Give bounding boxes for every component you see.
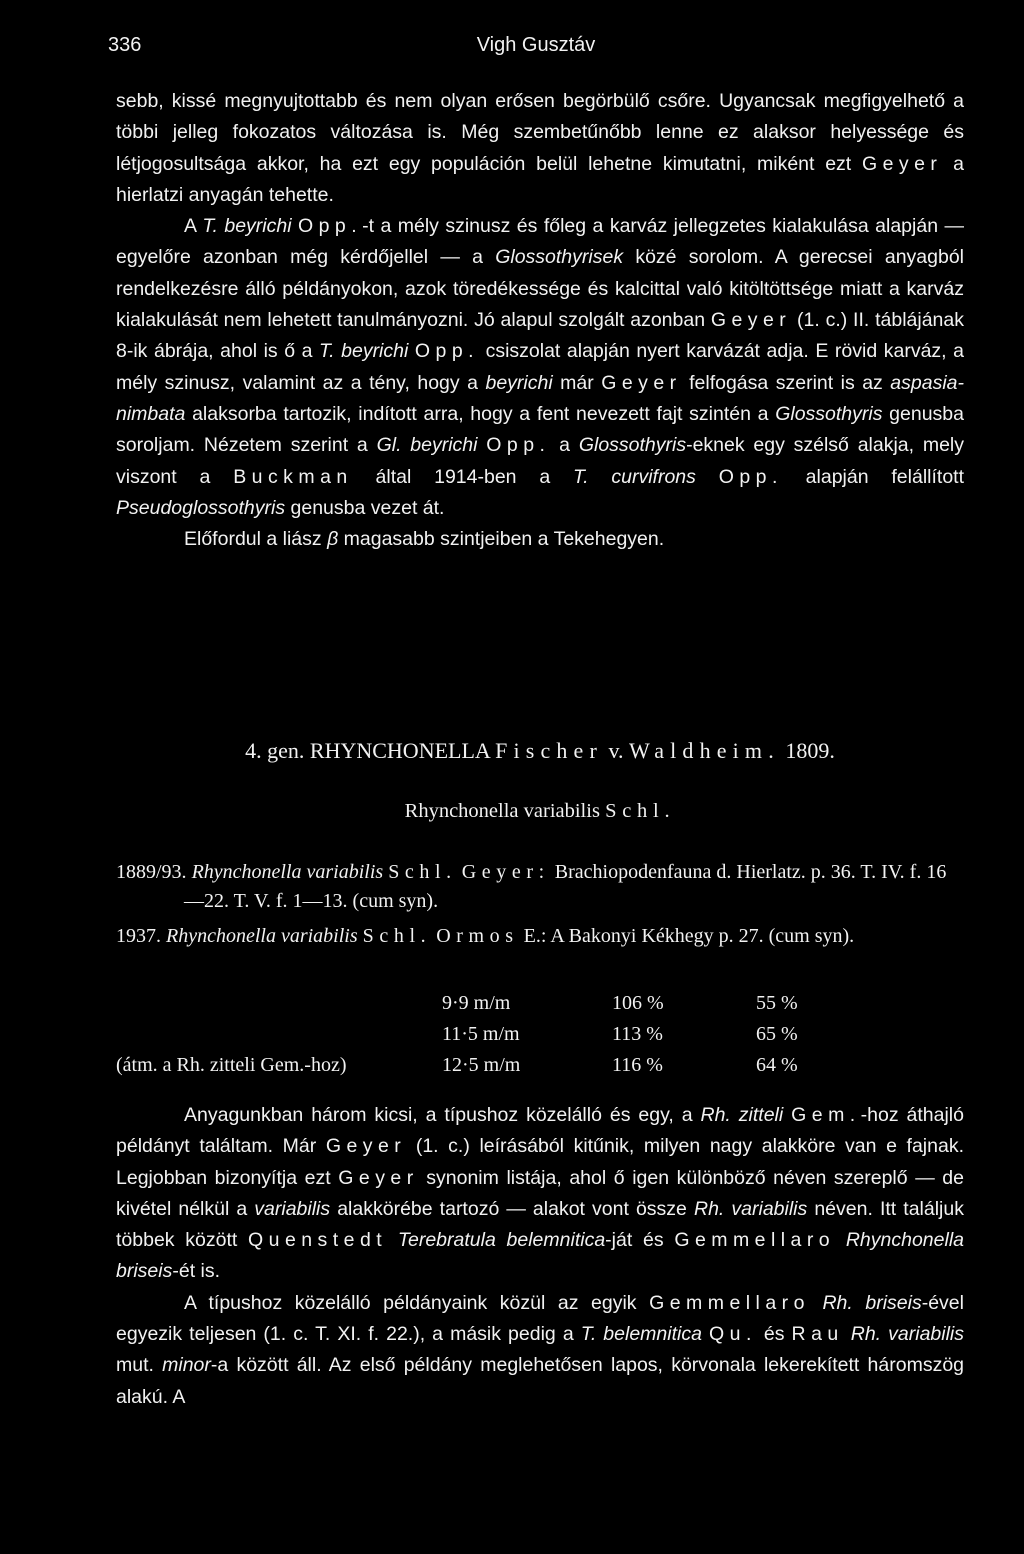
- text: genusba vezet át.: [285, 496, 445, 519]
- taxon-name: beyrichi: [485, 371, 553, 394]
- table-row: [116, 1023, 964, 1054]
- text: alakkörébe tartozó — alakot vont össze: [330, 1197, 694, 1220]
- reference-text: E.: A Bakonyi Kékhegy p. 27. (cum syn).: [523, 925, 855, 947]
- author-name: Geyer: [861, 152, 943, 175]
- text: csiszolat alapján nyert karvázát adja. E rövid karváz, a mély szinusz, valamint az a tény, hogy a: [116, 340, 964, 394]
- author-name: Fischer: [495, 738, 603, 763]
- synonymy-entry: [116, 858, 964, 916]
- taxon-name: Glossothyris: [578, 434, 687, 457]
- text: Anyagunkban három kicsi, a típushoz közelálló és egy, a: [184, 1104, 701, 1126]
- taxon-name: T. beyrichi: [319, 340, 409, 363]
- text: mut.: [116, 1354, 163, 1377]
- taxon-name: Rh. variabilis: [693, 1197, 808, 1220]
- author-name: Ormos: [436, 925, 519, 947]
- author-name: Schl.: [605, 800, 676, 822]
- text: -t a mély szinusz és főleg a karváz jellegzetes kialakulása alapján — egyelőre azonban még kérdőjellel — a: [116, 215, 964, 269]
- table-row: [116, 1054, 964, 1085]
- taxon-name: T. belemnitica: [580, 1323, 702, 1346]
- taxon-name: aspasia-nimbata: [116, 371, 964, 425]
- text: sebb, kissé megnyujtottabb és nem olyan erősen begörbülő csőre. Ugyancsak megfigyelhető a többi jelleg fokozatos változása is. Még szembetűnőbb lenne ez alaksor helyessége és létjogosultsága akkor, ha ezt egy populáción belül lehetne kimutatni, miként ezt: [116, 90, 964, 175]
- text: néven. Itt találjuk többek között: [116, 1197, 964, 1252]
- text: (1. c.) II. táblájának 8-ik ábrája, ahol is ő a: [116, 309, 964, 363]
- taxon-name: Rhynchonella variabilis: [191, 861, 384, 883]
- page-header: [108, 34, 964, 60]
- text: [844, 1323, 851, 1345]
- text-block-upper: [116, 86, 964, 555]
- text: (1. c.) leírásából kitűnik, milyen nagy alakköre van e fajnak. Legjobban bizonyítja ezt: [116, 1135, 964, 1189]
- text: és: [756, 1323, 792, 1346]
- author-name: Gemmellaro: [649, 1291, 810, 1314]
- author-name: Geyer: [338, 1166, 419, 1189]
- author-name: Rau: [791, 1323, 844, 1346]
- text: -ét is.: [172, 1260, 221, 1283]
- author-name: Geyer:: [461, 861, 550, 883]
- text: -ját és: [605, 1229, 675, 1252]
- author-name: Quenstedt: [248, 1229, 388, 1252]
- author-name: Geyer: [325, 1135, 407, 1158]
- taxon-name: T. curvifrons: [573, 465, 696, 488]
- table-row: [116, 992, 964, 1023]
- author-name: Gem.: [791, 1104, 861, 1126]
- species-name: Rhynchonella variabilis: [404, 800, 600, 822]
- greek-symbol: β: [327, 528, 339, 551]
- text: [387, 1229, 398, 1251]
- length-value: 9·9 m/m: [442, 992, 511, 1014]
- ratio-value: 116 %: [612, 1054, 663, 1076]
- text: -hoz áthajló példányt találtam. Már: [116, 1104, 964, 1158]
- synonymy-year: 1889/93.: [116, 861, 187, 883]
- taxon-name: Rh. variabilis: [850, 1323, 965, 1346]
- text: [810, 1292, 823, 1314]
- ratio-value: 55 %: [756, 992, 798, 1014]
- author-name: Buckman: [233, 465, 353, 488]
- author-name: Schl.: [388, 861, 457, 883]
- author-name: Geyer: [710, 309, 792, 332]
- text: alapján felállított: [782, 465, 965, 488]
- text: már: [552, 371, 602, 394]
- text: Előfordul a liász: [184, 528, 328, 551]
- text: alaksorba tartozik, indított arra, hogy a fent nevezett fajt szintén a: [185, 402, 776, 425]
- taxon-name: T. beyrichi: [202, 215, 292, 238]
- text: genusba soroljam. Nézetem szerint a: [116, 402, 964, 457]
- taxon-name: Glossothyris: [775, 402, 883, 425]
- text: felfogása szerint is az: [681, 371, 891, 394]
- taxon-name: minor: [162, 1354, 211, 1377]
- author-name: Opp.: [297, 215, 363, 238]
- measurement-table: [116, 992, 964, 1085]
- taxon-name: Rhynchonella briseis: [116, 1229, 965, 1283]
- genus-heading: [116, 738, 964, 764]
- ratio-value: 65 %: [756, 1023, 798, 1045]
- genus-number: 4. gen.: [245, 738, 305, 763]
- author-name: Opp.: [718, 465, 783, 488]
- taxon-name: Glossothyrisek: [495, 246, 624, 269]
- ratio-value: 106 %: [612, 992, 664, 1014]
- synonymy-year: 1937.: [116, 925, 161, 947]
- taxon-name: variabilis: [254, 1197, 331, 1220]
- text: által 1914-ben a: [352, 465, 574, 488]
- author-name: Geyer: [601, 371, 682, 394]
- genus-year: 1809.: [785, 738, 835, 763]
- taxon-name: Gl. beyrichi: [376, 434, 478, 457]
- species-heading: [116, 800, 964, 823]
- taxon-name: Rh. zitteli: [700, 1104, 784, 1126]
- text: -eknek egy szélső alakja, mely viszont a: [116, 434, 965, 488]
- taxon-name: Rh. briseis: [822, 1291, 922, 1314]
- author-name: Gemmellaro: [674, 1229, 836, 1252]
- paragraph-2: [116, 211, 964, 524]
- synonymy-list: [116, 858, 964, 951]
- row-label: (átm. a Rh. zitteli Gem.-hoz): [116, 1054, 347, 1076]
- text: a hierlatzi anyagán tehette.: [116, 152, 964, 206]
- text: A típushoz közelálló példányaink közül az egyik: [184, 1291, 650, 1314]
- paragraph-4: [116, 1100, 964, 1288]
- paragraph-3: [116, 524, 964, 555]
- text: magasabb szintjeiben a Tekehegyen.: [338, 528, 665, 551]
- text: [835, 1229, 846, 1251]
- length-value: 12·5 m/m: [442, 1054, 521, 1076]
- text: v.: [608, 738, 624, 763]
- ratio-value: 113 %: [612, 1023, 663, 1045]
- text: [702, 1323, 709, 1345]
- text: -ével egyezik teljesen (1. c. T. XI. f. 22.), a másik pedig a: [116, 1291, 964, 1346]
- text: synonim listája, ahol ő igen különböző néven szereplő — de kivétel nélkül a: [116, 1166, 964, 1220]
- reference-text: Brachiopodenfauna d. Hierlatz. p. 36. T. IV. f. 16—22. T. V. f. 1—13. (cum syn).: [184, 861, 947, 912]
- paragraph-1: [116, 86, 964, 211]
- author-name: Schl.: [362, 925, 432, 947]
- ratio-value: 64 %: [756, 1054, 798, 1076]
- author-name: Waldheim.: [629, 738, 780, 763]
- author-name: Opp.: [414, 340, 480, 363]
- genus-name: RHYNCHONELLA: [309, 738, 490, 763]
- text: A: [184, 215, 203, 238]
- author-name: Qu.: [709, 1323, 757, 1346]
- text-block-lower: [116, 1100, 964, 1413]
- taxon-name: Pseudoglossothyris: [116, 496, 286, 519]
- synonymy-entry: [116, 922, 964, 951]
- author-name: Opp.: [486, 434, 551, 457]
- length-value: 11·5 m/m: [442, 1023, 520, 1045]
- text: közé sorolom. A gerecsei anyagból rendelkezésre álló példányokon, azok töredékessége és kalcittal való kitöltöttsége miatt a karváz kialakulását nem lehetett tanulmányozni. Jó alapul szolgált azonban: [116, 246, 965, 332]
- taxon-name: Terebratula belemnitica: [397, 1229, 606, 1252]
- page-number: 336: [108, 34, 142, 56]
- taxon-name: Rhynchonella variabilis: [166, 925, 358, 947]
- text: -a között áll. Az első példány meglehetősen lapos, körvonala lekerekített háromszög alakú. A: [116, 1354, 965, 1408]
- paragraph-5: [116, 1288, 964, 1413]
- running-head: Vigh Gusztáv: [476, 34, 596, 56]
- text: a: [550, 434, 579, 457]
